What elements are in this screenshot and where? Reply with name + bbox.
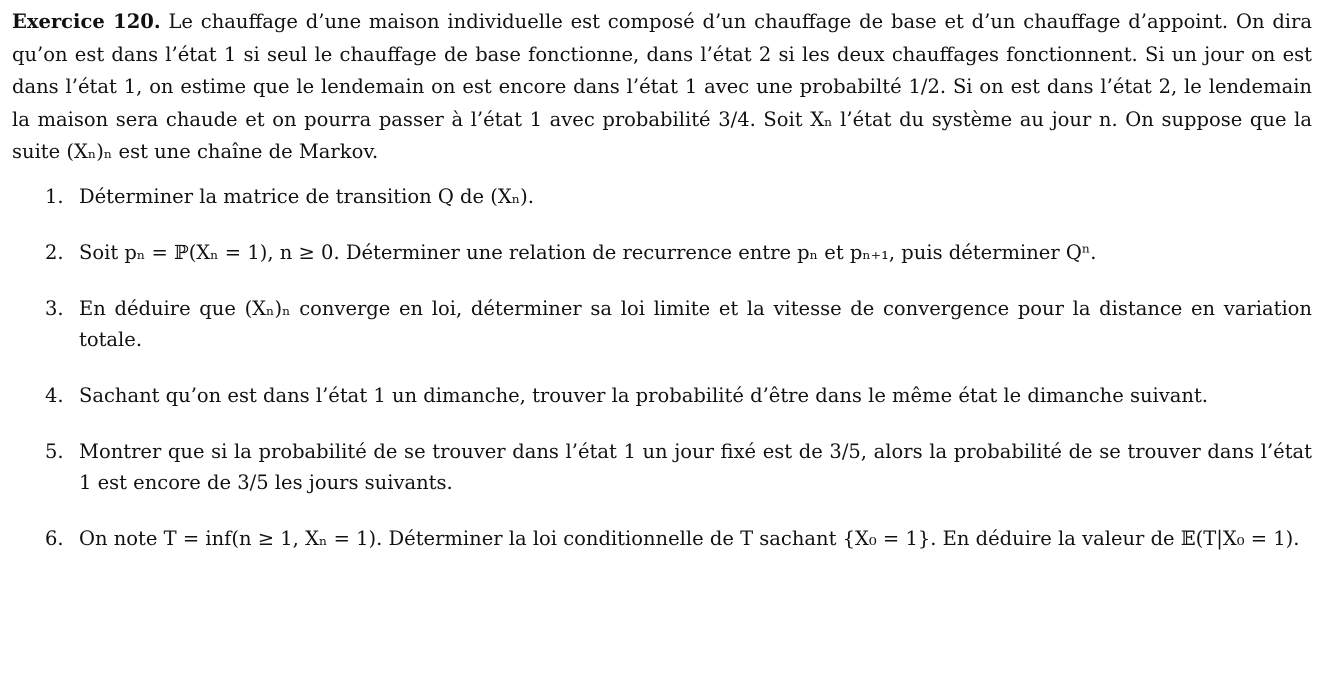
question-number: 6. xyxy=(45,526,64,550)
exercise-statement xyxy=(12,6,1312,169)
question-2 xyxy=(12,237,1312,268)
exercise-text: Le chauffage d’une maison individuelle est composé d’un chauffage de base et d’un chauffage d’appoint. On dira qu’on est dans l’état 1 si seul le chauffage de base fonctionne, dans l’état 2 si les deux chauffages fonctionnent. Si un jour on est dans l’état 1, on estime que le lendemain on est encore dans l’état 1 avec une probabilté 1/2. Si on est dans l’état 2, le lendemain la maison sera chaude et on pourra passer à l’état 1 avec probabilité 3/4. Soit Xₙ l’état du système au jour n. On suppose que la suite (Xₙ)ₙ est une chaîne de Markov. xyxy=(12,10,1312,163)
exercise-label: Exercice 120. xyxy=(12,10,161,33)
question-4 xyxy=(12,380,1312,411)
question-text: En déduire que (Xₙ)ₙ converge en loi, déterminer sa loi limite et la vitesse de convergence pour la distance en variation totale. xyxy=(79,296,1312,351)
question-number: 5. xyxy=(45,439,64,463)
question-text: Sachant qu’on est dans l’état 1 un dimanche, trouver la probabilité d’être dans le même état le dimanche suivant. xyxy=(79,383,1208,407)
question-number: 3. xyxy=(45,296,64,320)
question-text: Déterminer la matrice de transition Q de (Xₙ). xyxy=(79,184,534,208)
question-list xyxy=(12,181,1312,554)
question-text: Montrer que si la probabilité de se trouver dans l’état 1 un jour fixé est de 3/5, alors la probabilité de se trouver dans l’état 1 est encore de 3/5 les jours suivants. xyxy=(79,439,1312,494)
question-5 xyxy=(12,436,1312,498)
question-1 xyxy=(12,181,1312,212)
question-3 xyxy=(12,293,1312,355)
question-number: 2. xyxy=(45,240,64,264)
question-number: 1. xyxy=(45,184,64,208)
question-number: 4. xyxy=(45,383,64,407)
question-text: Soit pₙ = ℙ(Xₙ = 1), n ≥ 0. Déterminer une relation de recurrence entre pₙ et pₙ₊₁, puis déterminer Qⁿ. xyxy=(79,240,1097,264)
question-text: On note T = inf(n ≥ 1, Xₙ = 1). Déterminer la loi conditionnelle de T sachant {X₀ = 1}. En déduire la valeur de 𝔼(T|X₀ = 1). xyxy=(79,526,1300,550)
question-6 xyxy=(12,523,1312,554)
